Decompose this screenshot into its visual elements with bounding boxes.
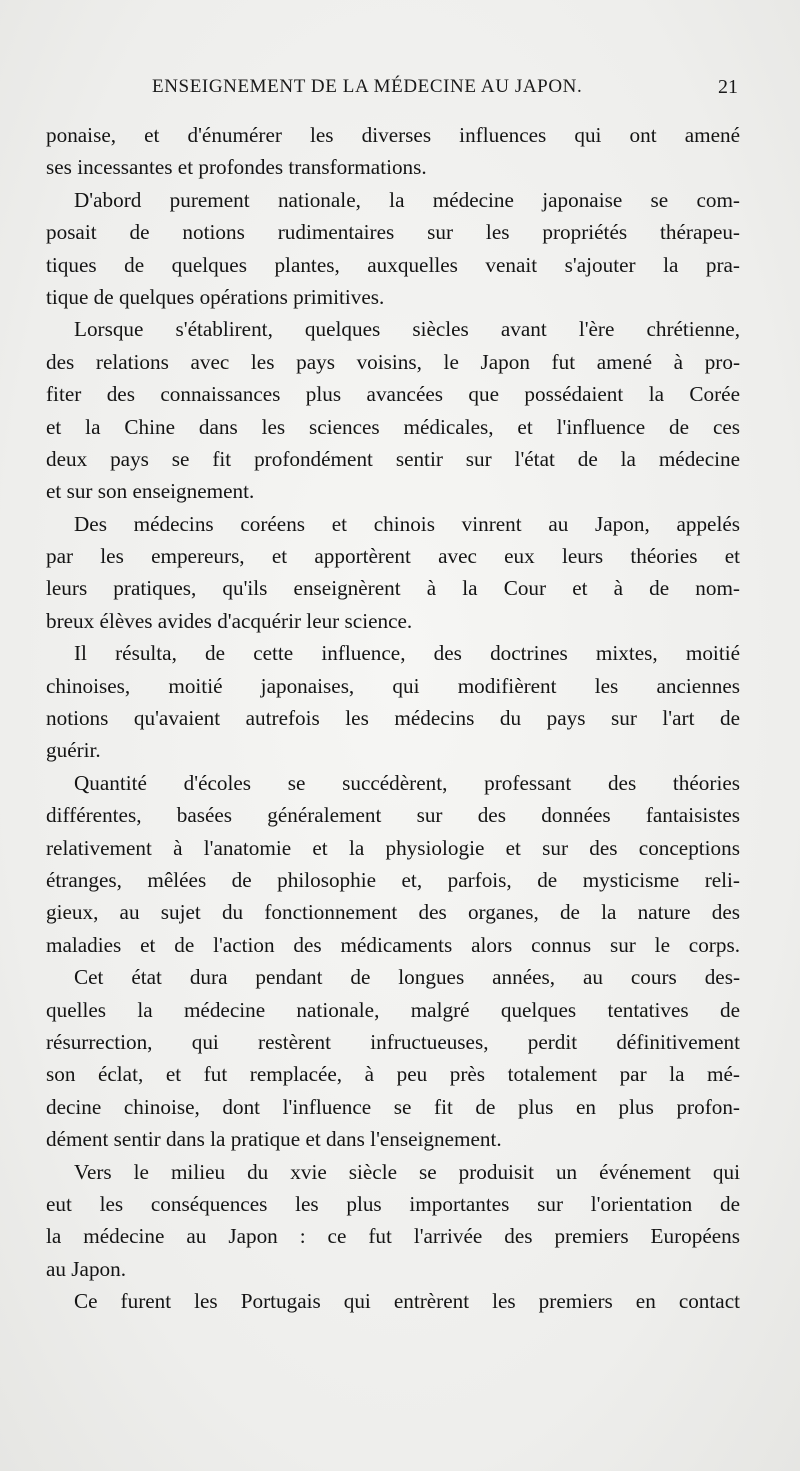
text-line: son éclat, et fut remplacée, à peu près totalement par la mé- xyxy=(46,1062,740,1087)
text-line: deux pays se fit profondément sentir sur l'état de la médecine xyxy=(46,446,740,471)
running-title: ENSEIGNEMENT DE LA MÉDECINE AU JAPON. xyxy=(152,76,583,97)
text-line: et la Chine dans les sciences médicales, et l'influence de ces xyxy=(46,414,740,439)
body-text xyxy=(46,119,740,1317)
text-line: tiques de quelques plantes, auxquelles venait s'ajouter la pra- xyxy=(46,252,740,277)
text-line: ses incessantes et profondes transformations. xyxy=(46,155,427,180)
text-line: résurrection, qui restèrent infructueuses, perdit définitivement xyxy=(46,1029,740,1054)
text-line: Cet état dura pendant de longues années, au cours des- xyxy=(74,965,740,990)
text-line: fiter des connaissances plus avancées que possédaient la Corée xyxy=(46,382,740,407)
text-line: maladies et de l'action des médicaments alors connus sur le corps. xyxy=(46,932,740,957)
text-line: dément sentir dans la pratique et dans l'enseignement. xyxy=(46,1127,502,1152)
text-line: posait de notions rudimentaires sur les propriétés thérapeu- xyxy=(46,220,740,245)
text-line: eut les conséquences les plus importantes sur l'orientation de xyxy=(46,1191,740,1216)
text-line: Des médecins coréens et chinois vinrent au Japon, appelés xyxy=(74,511,740,536)
text-line: et sur son enseignement. xyxy=(46,479,255,504)
text-line: quelles la médecine nationale, malgré quelques tentatives de xyxy=(46,997,740,1022)
text-line: leurs pratiques, qu'ils enseignèrent à la Cour et à de nom- xyxy=(46,576,740,601)
text-line: breux élèves avides d'acquérir leur science. xyxy=(46,608,413,633)
text-line: Lorsque s'établirent, quelques siècles avant l'ère chrétienne, xyxy=(74,317,740,342)
text-line: decine chinoise, dont l'influence se fit de plus en plus profon- xyxy=(46,1094,740,1119)
text-line: par les empereurs, et apportèrent avec eux leurs théories et xyxy=(46,544,740,569)
page-number: 21 xyxy=(718,76,738,98)
text-line: D'abord purement nationale, la médecine japonaise se com- xyxy=(74,187,740,212)
text-line: des relations avec les pays voisins, le Japon fut amené à pro- xyxy=(46,349,740,374)
text-line: relativement à l'anatomie et la physiologie et sur des conceptions xyxy=(46,835,740,860)
text-line: étranges, mêlées de philosophie et, parfois, de mysticisme reli- xyxy=(46,867,740,892)
text-line: différentes, basées généralement sur des données fantaisistes xyxy=(46,803,740,828)
text-line: au Japon. xyxy=(46,1256,127,1281)
text-line: Quantité d'écoles se succédèrent, professant des théories xyxy=(74,770,740,795)
text-line: notions qu'avaient autrefois les médecins du pays sur l'art de xyxy=(46,706,740,731)
page-header xyxy=(46,76,740,104)
text-line: Ce furent les Portugais qui entrèrent les premiers en contact xyxy=(74,1289,740,1314)
text-line: ponaise, et d'énumérer les diverses influences qui ont amené xyxy=(46,123,740,147)
text-line: Il résulta, de cette influence, des doctrines mixtes, moitié xyxy=(74,641,740,666)
text-line: la médecine au Japon : ce fut l'arrivée des premiers Européens xyxy=(46,1224,740,1249)
text-line: tique de quelques opérations primitives. xyxy=(46,284,385,309)
text-line: guérir. xyxy=(46,738,101,763)
text-line: Vers le milieu du xvie siècle se produisit un événement qui xyxy=(74,1159,740,1184)
text-line: chinoises, moitié japonaises, qui modifièrent les anciennes xyxy=(46,673,740,698)
text-line: gieux, au sujet du fonctionnement des organes, de la nature des xyxy=(46,900,740,925)
